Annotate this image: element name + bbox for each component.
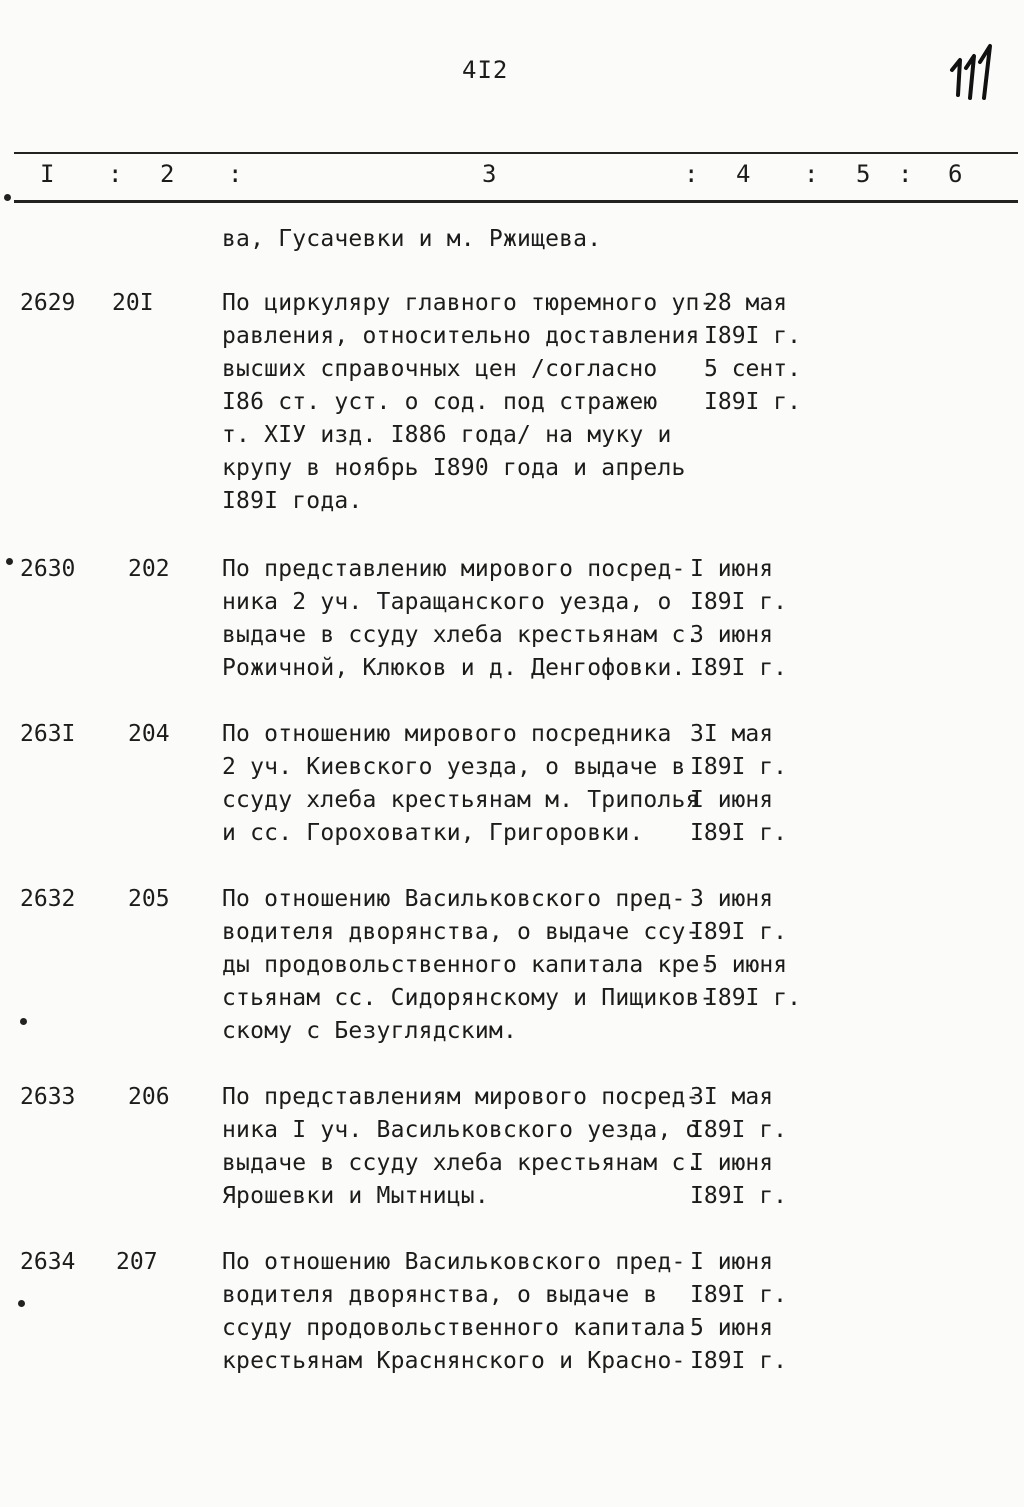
entry-date: I июня bbox=[690, 1150, 774, 1176]
entry-date: I89I г. bbox=[704, 389, 801, 415]
scan-speck bbox=[18, 1300, 25, 1307]
entry-date: 5 июня bbox=[704, 952, 788, 978]
entry-reference: 207 bbox=[116, 1249, 158, 1275]
scan-speck bbox=[4, 194, 11, 201]
entry-text-line: По циркуляру главного тюремного уп- bbox=[222, 290, 714, 316]
scan-speck bbox=[20, 1018, 27, 1025]
entry-text-line: Ярошевки и Мытницы. bbox=[222, 1183, 489, 1209]
entry-text-line: Рожичной, Клюков и д. Денгофовки. bbox=[222, 655, 686, 681]
column-separator: : bbox=[684, 160, 699, 188]
entry-date: I89I г. bbox=[690, 1117, 787, 1143]
entry-text-line: выдаче в ссуду хлеба крестьянам с. bbox=[222, 1150, 700, 1176]
entry-number: 2634 bbox=[20, 1249, 76, 1275]
entry-text-line: По представлению мирового посред- bbox=[222, 556, 686, 582]
handwritten-folio-number bbox=[946, 40, 996, 100]
entry-date: 3 июня bbox=[690, 622, 774, 648]
entry-reference: 20I bbox=[112, 290, 154, 316]
entry-text-line: водителя дворянства, о выдаче ссу- bbox=[222, 919, 700, 945]
column-header-2: 2 bbox=[160, 160, 175, 188]
entry-number: 2630 bbox=[20, 556, 76, 582]
entry-text-line: I86 ст. уст. о сод. под стражею bbox=[222, 389, 658, 415]
header-rule-top bbox=[14, 152, 1018, 154]
entry-date: I июня bbox=[690, 556, 774, 582]
column-separator: : bbox=[898, 160, 913, 188]
entry-reference: 204 bbox=[128, 721, 170, 747]
entry-text-line: ссуду хлеба крестьянам м. Триполья bbox=[222, 787, 700, 813]
entry-date: I89I г. bbox=[690, 820, 787, 846]
entry-text-line: ды продовольственного капитала кре- bbox=[222, 952, 714, 978]
entry-date: I89I г. bbox=[704, 323, 801, 349]
entry-date: I89I г. bbox=[690, 1282, 787, 1308]
entry-date: 5 сент. bbox=[704, 356, 801, 382]
column-header-6: 6 bbox=[948, 160, 963, 188]
column-header-5: 5 bbox=[856, 160, 871, 188]
entry-text-line: ника I уч. Васильковского уезда, о bbox=[222, 1117, 700, 1143]
entry-text-line: I89I года. bbox=[222, 488, 363, 514]
column-header-4: 4 bbox=[736, 160, 751, 188]
entry-date: I89I г. bbox=[690, 589, 787, 615]
entry-date: I89I г. bbox=[690, 1183, 787, 1209]
entry-text-line: По представлениям мирового посред- bbox=[222, 1084, 700, 1110]
entry-date: 3 июня bbox=[690, 886, 774, 912]
column-header-3: 3 bbox=[482, 160, 497, 188]
page-number: 4I2 bbox=[462, 56, 509, 84]
column-separator: : bbox=[804, 160, 819, 188]
entry-text-line: крестьянам Краснянского и Красно- bbox=[222, 1348, 686, 1374]
entry-reference: 205 bbox=[128, 886, 170, 912]
entry-text-line: По отношению Васильковского пред- bbox=[222, 886, 686, 912]
entry-date: I89I г. bbox=[690, 655, 787, 681]
entry-text-line: высших справочных цен /согласно bbox=[222, 356, 658, 382]
entry-number: 2633 bbox=[20, 1084, 76, 1110]
entry-date: 3I мая bbox=[690, 721, 774, 747]
entry-text-line: По отношению мирового посредника bbox=[222, 721, 672, 747]
entry-date: I89I г. bbox=[704, 985, 801, 1011]
entry-text-line: стьянам сс. Сидорянскому и Пищиков- bbox=[222, 985, 714, 1011]
entry-text-line: 2 уч. Киевского уезда, о выдаче в bbox=[222, 754, 686, 780]
entry-text-line: равления, относительно доставления bbox=[222, 323, 700, 349]
entry-text-line: ника 2 уч. Таращанского уезда, о bbox=[222, 589, 672, 615]
column-separator: : bbox=[108, 160, 123, 188]
entry-date: I89I г. bbox=[690, 754, 787, 780]
entry-number: 2632 bbox=[20, 886, 76, 912]
entry-date: I89I г. bbox=[690, 1348, 787, 1374]
entry-text-line: ссуду продовольственного капитала bbox=[222, 1315, 686, 1341]
entry-number: 263I bbox=[20, 721, 76, 747]
entry-date: I июня bbox=[690, 787, 774, 813]
entry-date: 5 июня bbox=[690, 1315, 774, 1341]
entry-text-line: По отношению Васильковского пред- bbox=[222, 1249, 686, 1275]
entry-number: 2629 bbox=[20, 290, 76, 316]
column-header-1: I bbox=[40, 160, 55, 188]
entry-text-line: выдаче в ссуду хлеба крестьянам с. bbox=[222, 622, 700, 648]
entry-text-line: водителя дворянства, о выдаче в bbox=[222, 1282, 658, 1308]
scan-speck bbox=[6, 558, 13, 565]
entry-date: I89I г. bbox=[690, 919, 787, 945]
continuation-text: ва, Гусачевки и м. Ржищева. bbox=[222, 226, 602, 252]
entry-text-line: крупу в ноябрь I890 года и апрель bbox=[222, 455, 686, 481]
entry-text-line: т. XIУ изд. I886 года/ на муку и bbox=[222, 422, 672, 448]
entry-reference: 202 bbox=[128, 556, 170, 582]
entry-text-line: и сс. Гороховатки, Григоровки. bbox=[222, 820, 644, 846]
entry-reference: 206 bbox=[128, 1084, 170, 1110]
entry-text-line: скому с Безуглядским. bbox=[222, 1018, 517, 1044]
column-separator: : bbox=[228, 160, 243, 188]
entry-date: 3I мая bbox=[690, 1084, 774, 1110]
entry-date: I июня bbox=[690, 1249, 774, 1275]
header-rule-bottom bbox=[14, 200, 1018, 203]
entry-date: 28 мая bbox=[704, 290, 788, 316]
